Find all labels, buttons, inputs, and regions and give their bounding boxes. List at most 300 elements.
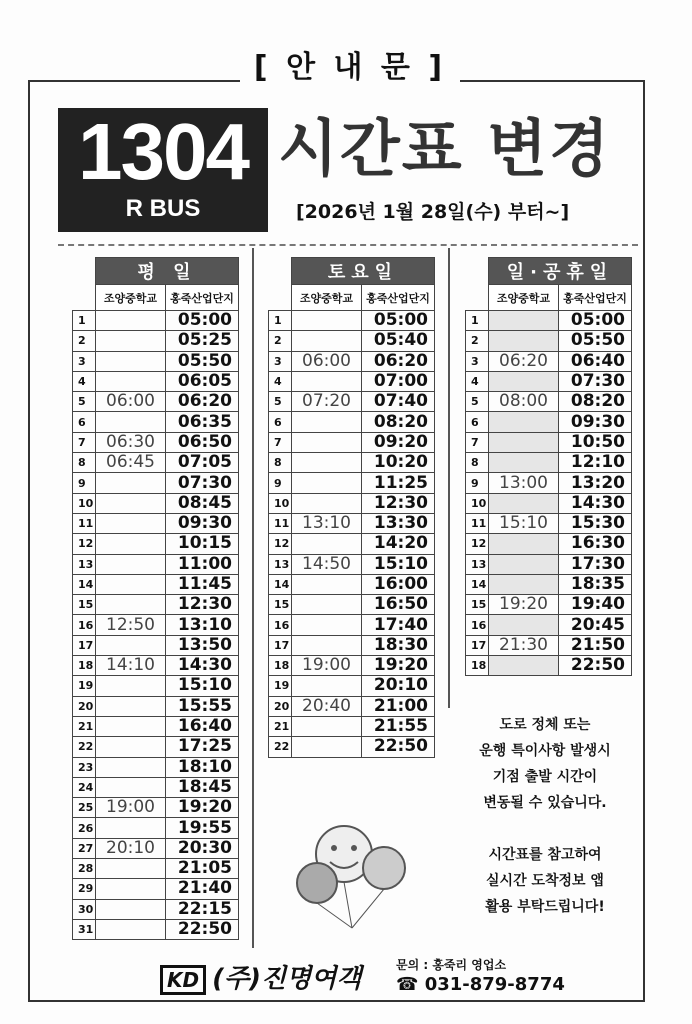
table-row (73, 493, 239, 513)
departure-joyang (292, 493, 362, 513)
departure-joyang (96, 737, 166, 757)
departure-hongjuk: 15:30 (559, 513, 632, 533)
effective-date: [2026년 1월 28일(수) 부터~] (296, 201, 570, 223)
departure-hongjuk: 06:50 (166, 432, 239, 452)
table-row (269, 432, 435, 452)
row-number: 5 (466, 392, 489, 412)
row-number: 16 (269, 615, 292, 635)
row-number: 19 (269, 676, 292, 696)
departure-hongjuk: 20:30 (166, 838, 239, 858)
departure-hongjuk: 17:40 (362, 615, 435, 635)
table-row (466, 534, 632, 554)
departure-hongjuk: 21:40 (166, 879, 239, 899)
column-header-stop-b: 홍죽산업단지 (166, 285, 239, 311)
column-header-stop-b: 홍죽산업단지 (559, 285, 632, 311)
departure-joyang (292, 453, 362, 473)
row-number: 5 (73, 392, 96, 412)
departure-joyang (96, 899, 166, 919)
row-number: 18 (73, 656, 96, 676)
column-header-stop-a: 조양중학교 (489, 285, 559, 311)
table-row (269, 737, 435, 757)
departure-hongjuk: 09:30 (559, 412, 632, 432)
info-line: 실시간 도착정보 앱 (486, 873, 604, 889)
table-row (269, 574, 435, 594)
table-row (466, 574, 632, 594)
table-row (269, 513, 435, 533)
departure-joyang (96, 412, 166, 432)
row-number: 9 (73, 473, 96, 493)
row-number: 7 (466, 432, 489, 452)
departure-joyang: 19:00 (96, 798, 166, 818)
table-row (73, 798, 239, 818)
bus-number: 1304 (78, 107, 248, 196)
table-row (269, 716, 435, 736)
departure-hongjuk: 12:10 (559, 453, 632, 473)
departure-hongjuk: 19:55 (166, 818, 239, 838)
row-number: 30 (73, 899, 96, 919)
departure-hongjuk: 05:50 (559, 331, 632, 351)
departure-hongjuk: 19:20 (166, 798, 239, 818)
row-number: 15 (269, 595, 292, 615)
departure-hongjuk: 07:00 (362, 371, 435, 391)
table-row (73, 453, 239, 473)
table-row (73, 554, 239, 574)
table-row (269, 493, 435, 513)
table-row (466, 473, 632, 493)
departure-joyang (96, 716, 166, 736)
departure-hongjuk: 06:35 (166, 412, 239, 432)
table-row (466, 595, 632, 615)
table-row (466, 493, 632, 513)
table-row (269, 554, 435, 574)
departure-joyang (292, 371, 362, 391)
departure-hongjuk: 18:45 (166, 777, 239, 797)
row-number: 3 (269, 351, 292, 371)
row-number: 21 (73, 716, 96, 736)
departure-joyang: 06:00 (292, 351, 362, 371)
departure-hongjuk: 15:10 (362, 554, 435, 574)
departure-hongjuk: 05:25 (166, 331, 239, 351)
departure-joyang (489, 432, 559, 452)
company-name: (주)진명여객 (212, 964, 362, 994)
row-number: 22 (73, 737, 96, 757)
departure-joyang: 15:10 (489, 513, 559, 533)
departure-joyang (96, 696, 166, 716)
row-number: 29 (73, 879, 96, 899)
timetable-weekday (72, 257, 239, 940)
logo-mark: KD (160, 965, 206, 995)
departure-joyang (96, 311, 166, 331)
row-number: 14 (466, 574, 489, 594)
departure-joyang (489, 453, 559, 473)
row-number: 12 (466, 534, 489, 554)
departure-joyang (96, 554, 166, 574)
departure-hongjuk: 10:20 (362, 453, 435, 473)
company-logo (160, 958, 361, 995)
table-row (269, 371, 435, 391)
row-number: 14 (73, 574, 96, 594)
departure-hongjuk: 06:20 (362, 351, 435, 371)
departure-joyang: 06:20 (489, 351, 559, 371)
timetable-holiday (465, 257, 632, 676)
info-line (455, 816, 635, 842)
row-number: 8 (269, 453, 292, 473)
bus-brand: R BUS (125, 195, 201, 222)
departure-hongjuk: 12:30 (166, 595, 239, 615)
departure-joyang (96, 919, 166, 939)
table-row (466, 351, 632, 371)
row-number: 24 (73, 777, 96, 797)
departure-joyang (292, 331, 362, 351)
info-line: 활용 부탁드립니다! (485, 899, 605, 915)
row-number: 6 (466, 412, 489, 432)
row-number: 4 (269, 371, 292, 391)
row-number: 13 (466, 554, 489, 574)
departure-hongjuk: 21:55 (362, 716, 435, 736)
departure-joyang (292, 311, 362, 331)
departure-joyang (96, 351, 166, 371)
departure-hongjuk: 16:40 (166, 716, 239, 736)
table-row (466, 554, 632, 574)
table-row (73, 879, 239, 899)
table-row (269, 412, 435, 432)
departure-joyang: 19:20 (489, 595, 559, 615)
departure-joyang (489, 412, 559, 432)
row-number: 2 (269, 331, 292, 351)
departure-joyang (96, 859, 166, 879)
departure-joyang: 07:20 (292, 392, 362, 412)
row-number: 6 (73, 412, 96, 432)
table-row (73, 899, 239, 919)
departure-hongjuk: 05:40 (362, 331, 435, 351)
departure-hongjuk: 05:50 (166, 351, 239, 371)
departure-joyang (96, 371, 166, 391)
departure-joyang (292, 412, 362, 432)
table-row (73, 777, 239, 797)
table-row (269, 615, 435, 635)
table-row (269, 473, 435, 493)
departure-hongjuk: 12:30 (362, 493, 435, 513)
row-number: 15 (466, 595, 489, 615)
row-number: 10 (269, 493, 292, 513)
departure-joyang: 06:00 (96, 392, 166, 412)
departure-joyang (292, 574, 362, 594)
table-title: 일·공휴일 (489, 258, 632, 285)
column-divider (252, 248, 254, 948)
column-divider (448, 248, 450, 708)
table-row (269, 453, 435, 473)
departure-hongjuk: 09:20 (362, 432, 435, 452)
departure-joyang: 13:00 (489, 473, 559, 493)
departure-hongjuk: 13:50 (166, 635, 239, 655)
table-row (466, 412, 632, 432)
departure-hongjuk: 21:50 (559, 635, 632, 655)
row-number: 2 (73, 331, 96, 351)
row-number: 17 (269, 635, 292, 655)
departure-hongjuk: 18:30 (362, 635, 435, 655)
departure-hongjuk: 14:30 (166, 656, 239, 676)
table-row (73, 757, 239, 777)
row-number: 4 (466, 371, 489, 391)
departure-joyang (96, 676, 166, 696)
table-row (73, 513, 239, 533)
table-row (269, 635, 435, 655)
row-number: 13 (269, 554, 292, 574)
departure-joyang: 21:30 (489, 635, 559, 655)
table-row (73, 859, 239, 879)
bus-number-badge (58, 108, 268, 232)
row-number: 15 (73, 595, 96, 615)
table-row (73, 534, 239, 554)
row-number: 27 (73, 838, 96, 858)
departure-hongjuk: 16:30 (559, 534, 632, 554)
table-row (466, 371, 632, 391)
departure-hongjuk: 07:30 (166, 473, 239, 493)
row-number: 11 (73, 513, 96, 533)
table-row (73, 574, 239, 594)
departure-joyang (489, 331, 559, 351)
departure-hongjuk: 13:10 (166, 615, 239, 635)
table-row (73, 331, 239, 351)
table-row (73, 716, 239, 736)
departure-hongjuk: 10:50 (559, 432, 632, 452)
departure-joyang (292, 676, 362, 696)
table-row (466, 635, 632, 655)
table-row (73, 595, 239, 615)
departure-hongjuk: 14:30 (559, 493, 632, 513)
table-row (73, 635, 239, 655)
table-row (269, 696, 435, 716)
table-row (73, 615, 239, 635)
departure-joyang (489, 371, 559, 391)
departure-hongjuk: 16:00 (362, 574, 435, 594)
table-row (73, 432, 239, 452)
departure-hongjuk: 17:25 (166, 737, 239, 757)
row-number: 13 (73, 554, 96, 574)
departure-hongjuk: 09:30 (166, 513, 239, 533)
column-header-stop-b: 홍죽산업단지 (362, 285, 435, 311)
row-number: 8 (73, 453, 96, 473)
column-header-stop-a: 조양중학교 (96, 285, 166, 311)
departure-hongjuk: 07:30 (559, 371, 632, 391)
departure-joyang (292, 635, 362, 655)
departure-joyang (292, 473, 362, 493)
row-number: 20 (269, 696, 292, 716)
table-row (73, 696, 239, 716)
row-number: 14 (269, 574, 292, 594)
table-title: 평 일 (96, 258, 239, 285)
table-row (73, 818, 239, 838)
row-number: 1 (269, 311, 292, 331)
departure-hongjuk: 22:15 (166, 899, 239, 919)
row-number: 20 (73, 696, 96, 716)
departure-hongjuk: 22:50 (166, 919, 239, 939)
table-row (466, 615, 632, 635)
table-row (269, 676, 435, 696)
row-number: 11 (466, 513, 489, 533)
table-row (269, 331, 435, 351)
departure-hongjuk: 11:25 (362, 473, 435, 493)
row-number: 17 (73, 635, 96, 655)
table-row (466, 311, 632, 331)
departure-joyang (96, 493, 166, 513)
departure-joyang (96, 574, 166, 594)
departure-hongjuk: 06:05 (166, 371, 239, 391)
departure-hongjuk: 17:30 (559, 554, 632, 574)
info-line: 운행 특이사항 발생시 (479, 743, 611, 759)
row-number: 16 (466, 615, 489, 635)
departure-hongjuk: 08:20 (362, 412, 435, 432)
departure-hongjuk: 22:50 (559, 656, 632, 676)
departure-hongjuk: 21:00 (362, 696, 435, 716)
info-notice (455, 712, 635, 920)
departure-joyang (96, 757, 166, 777)
departure-joyang (489, 656, 559, 676)
departure-joyang: 06:30 (96, 432, 166, 452)
departure-joyang (489, 615, 559, 635)
departure-joyang: 06:45 (96, 453, 166, 473)
row-number: 3 (73, 351, 96, 371)
departure-joyang (96, 818, 166, 838)
row-number: 31 (73, 919, 96, 939)
row-number: 3 (466, 351, 489, 371)
row-number: 5 (269, 392, 292, 412)
notice-label: [ 안 내 문 ] (240, 46, 460, 90)
table-row (73, 473, 239, 493)
departure-joyang (292, 534, 362, 554)
departure-joyang (96, 635, 166, 655)
departure-joyang: 08:00 (489, 392, 559, 412)
departure-hongjuk: 13:30 (362, 513, 435, 533)
row-number: 22 (269, 737, 292, 757)
departure-hongjuk: 20:10 (362, 676, 435, 696)
page-title: 시간표 변경 (278, 112, 612, 185)
departure-hongjuk: 05:00 (166, 311, 239, 331)
departure-hongjuk: 19:40 (559, 595, 632, 615)
departure-hongjuk: 06:40 (559, 351, 632, 371)
info-line: 기점 출발 시간이 (492, 769, 598, 785)
departure-joyang (489, 554, 559, 574)
row-number: 7 (269, 432, 292, 452)
row-number: 19 (73, 676, 96, 696)
row-number: 12 (73, 534, 96, 554)
departure-hongjuk: 05:00 (559, 311, 632, 331)
row-number: 18 (269, 656, 292, 676)
departure-joyang (489, 493, 559, 513)
info-line: 도로 정체 또는 (499, 717, 591, 733)
departure-hongjuk: 06:20 (166, 392, 239, 412)
departure-hongjuk: 21:05 (166, 859, 239, 879)
departure-joyang (292, 595, 362, 615)
table-title: 토요일 (292, 258, 435, 285)
info-line: 시간표를 참고하여 (488, 847, 602, 863)
departure-joyang (96, 595, 166, 615)
table-row (269, 351, 435, 371)
table-row (466, 331, 632, 351)
row-number: 9 (269, 473, 292, 493)
row-number: 1 (466, 311, 489, 331)
departure-hongjuk: 08:45 (166, 493, 239, 513)
table-row (466, 453, 632, 473)
table-row (269, 656, 435, 676)
table-row (466, 656, 632, 676)
departure-joyang: 14:50 (292, 554, 362, 574)
departure-hongjuk: 15:10 (166, 676, 239, 696)
row-number: 26 (73, 818, 96, 838)
row-number: 7 (73, 432, 96, 452)
table-row (73, 351, 239, 371)
row-number: 4 (73, 371, 96, 391)
departure-joyang (489, 574, 559, 594)
timetable-saturday (268, 257, 435, 758)
departure-hongjuk: 07:40 (362, 392, 435, 412)
info-line: 변동될 수 있습니다. (483, 795, 607, 811)
departure-joyang: 19:00 (292, 656, 362, 676)
table-row (73, 919, 239, 939)
departure-hongjuk: 05:00 (362, 311, 435, 331)
departure-joyang: 12:50 (96, 615, 166, 635)
departure-joyang: 14:10 (96, 656, 166, 676)
departure-hongjuk: 11:45 (166, 574, 239, 594)
row-number: 6 (269, 412, 292, 432)
departure-hongjuk: 20:45 (559, 615, 632, 635)
row-number: 17 (466, 635, 489, 655)
table-row (73, 838, 239, 858)
departure-joyang (96, 513, 166, 533)
departure-hongjuk: 18:35 (559, 574, 632, 594)
row-number: 23 (73, 757, 96, 777)
table-row (466, 392, 632, 412)
row-number: 18 (466, 656, 489, 676)
departure-hongjuk: 10:15 (166, 534, 239, 554)
departure-hongjuk: 15:55 (166, 696, 239, 716)
departure-joyang (96, 534, 166, 554)
table-row (466, 513, 632, 533)
row-number: 21 (269, 716, 292, 736)
departure-joyang (292, 737, 362, 757)
departure-joyang (489, 534, 559, 554)
row-number: 2 (466, 331, 489, 351)
departure-hongjuk: 19:20 (362, 656, 435, 676)
row-number: 10 (466, 493, 489, 513)
departure-joyang: 13:10 (292, 513, 362, 533)
row-number: 11 (269, 513, 292, 533)
row-number: 8 (466, 453, 489, 473)
departure-hongjuk: 07:05 (166, 453, 239, 473)
departure-joyang (96, 777, 166, 797)
column-header-stop-a: 조양중학교 (292, 285, 362, 311)
row-number: 10 (73, 493, 96, 513)
table-row (73, 371, 239, 391)
departure-hongjuk: 16:50 (362, 595, 435, 615)
departure-joyang (96, 473, 166, 493)
table-row (73, 737, 239, 757)
departure-hongjuk: 08:20 (559, 392, 632, 412)
departure-joyang (96, 331, 166, 351)
row-number: 16 (73, 615, 96, 635)
departure-joyang (292, 716, 362, 736)
table-row (269, 392, 435, 412)
table-row (73, 392, 239, 412)
departure-hongjuk: 18:10 (166, 757, 239, 777)
row-number: 12 (269, 534, 292, 554)
departure-hongjuk: 11:00 (166, 554, 239, 574)
departure-joyang: 20:40 (292, 696, 362, 716)
row-number: 28 (73, 859, 96, 879)
departure-hongjuk: 13:20 (559, 473, 632, 493)
departure-joyang (292, 615, 362, 635)
balloon-illustration (292, 818, 414, 933)
